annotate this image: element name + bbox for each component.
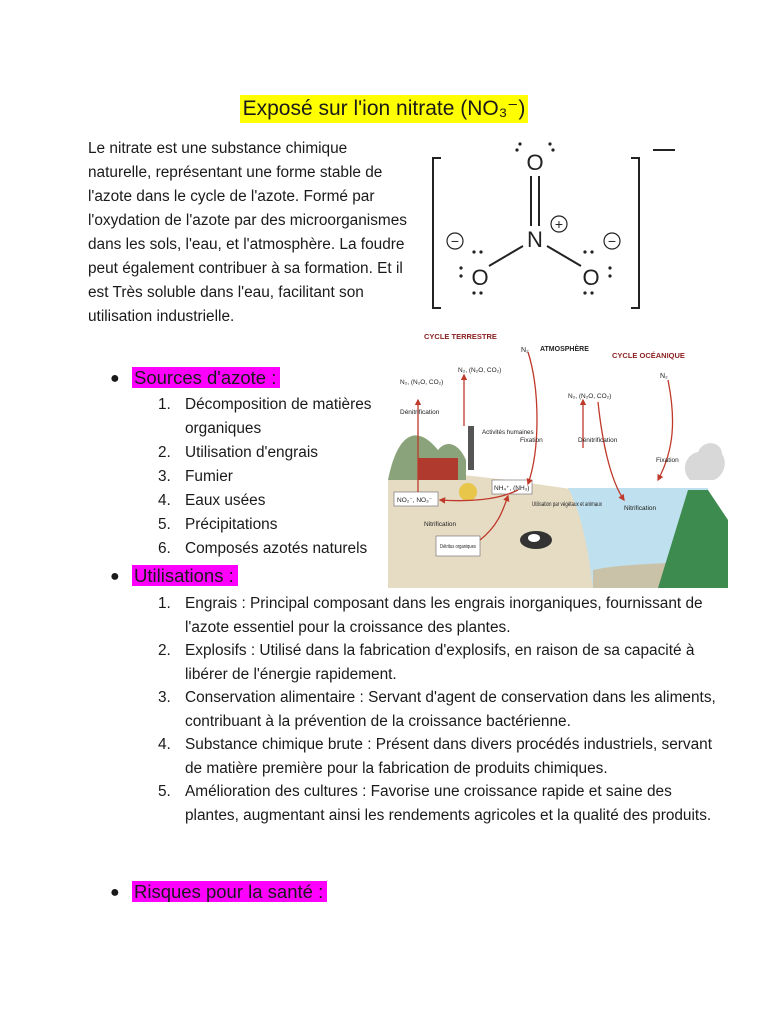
factory-chimney [468, 426, 474, 470]
sources-heading-text: Sources d'azote : [132, 367, 280, 388]
label-nitrification2: Nitrification [624, 505, 657, 512]
label-utilisation: Utilisation par végétaux et animaux [532, 502, 602, 508]
title-wrap [0, 95, 768, 123]
oxygen-top: O [526, 150, 544, 175]
oxygen-right: O [582, 265, 600, 290]
list-item: 5. Amélioration des cultures : Favorise une croissance rapide et saine des plantes, augmentant ainsi les rendements agricoles et la qualité des produits. [158, 783, 712, 824]
uses-heading [110, 563, 238, 590]
sources-heading [110, 365, 280, 392]
label-nitrification: Nitrification [424, 521, 457, 528]
list-item: 4. Substance chimique brute : Présent dans divers procédés industriels, servant de matière première pour la fabrication de produits chimiques. [158, 736, 712, 777]
list-item: 6. Composés azotés naturels [158, 540, 368, 557]
list-item: 4. Eaux usées [158, 492, 266, 509]
list-item: 3. Fumier [158, 468, 233, 485]
label-denitrification2: Dénitrification [578, 437, 618, 444]
list-item: 2. Explosifs : Utilisé dans la fabrication d'explosifs, en raison de sa capacité à libérer de l'énergie rapidement. [158, 642, 695, 683]
sources-list [158, 393, 388, 561]
label-nitrite: NO₂⁻, NO₃⁻ [397, 497, 433, 504]
label-fixation2: Fixation [656, 457, 679, 464]
label-activites: Activités humaines [482, 429, 534, 436]
label-cycle-oceanique: CYCLE OCÉANIQUE [612, 351, 685, 360]
label-gases-ocean: N₂, (N₂O, CO₂) [568, 393, 612, 400]
bullet-icon: ● [110, 370, 120, 388]
minus-charge-left: − [450, 233, 460, 249]
single-bond-left [489, 246, 523, 266]
bullet-icon: ● [110, 568, 120, 586]
label-gases-mid: N₂, (N₂O, CO₂) [458, 367, 502, 374]
farm-house [418, 458, 458, 480]
label-denitrification: Dénitrification [400, 409, 440, 416]
nitrogen: N [527, 227, 543, 252]
label-gases-left: N₂, (N₂O, CO₂) [400, 379, 444, 386]
label-cycle-terrestre: CYCLE TERRESTRE [424, 332, 497, 341]
right-bracket [631, 158, 639, 308]
single-bond-right [547, 246, 581, 266]
plus-charge: + [554, 216, 564, 232]
list-item: 1. Décomposition de matières organiques [158, 396, 372, 437]
nitrogen-cycle-diagram [388, 330, 728, 588]
uses-heading-text: Utilisations : [132, 565, 238, 586]
oxygen-left: O [471, 265, 489, 290]
label-ammonium: NH₄⁺, (NH₃) [494, 485, 530, 492]
tractor [459, 483, 477, 501]
cow-spot [528, 534, 540, 542]
list-item: 1. Engrais : Principal composant dans les engrais inorganiques, fournissant de l'azote essentiel pour la croissance des plantes. [158, 595, 703, 636]
list-item: 2. Utilisation d'engrais [158, 444, 318, 461]
minus-charge-right: − [607, 233, 617, 249]
bullet-icon: ● [110, 884, 120, 902]
label-fixation: Fixation [520, 437, 543, 444]
label-n2-top: N₂ [521, 347, 529, 354]
label-atmosphere: ATMOSPHÈRE [540, 346, 589, 353]
lewis-structure [425, 140, 685, 320]
label-detritus: Détritus organiques [440, 544, 477, 550]
risks-heading-text: Risques pour la santé : [132, 881, 327, 902]
intro-paragraph: Le nitrate est une substance chimique naturelle, représentant une forme stable de l'azote dans le cycle de l'azote. Formé par l'oxydation de l'azote par des microorganismes dans les sols, l'eau, et l'atmosphère. La foudre peut également contribuer à sa formation. Et il est Très soluble dans l'eau, facilitant son utilisation industrielle. [88, 140, 407, 325]
uses-list [158, 592, 718, 827]
page-title: Exposé sur l'ion nitrate (NO₃⁻) [240, 95, 529, 123]
risks-heading [110, 879, 327, 906]
label-n2-right: N₂ [660, 373, 668, 380]
list-item: 5. Précipitations [158, 516, 278, 533]
list-item: 3. Conservation alimentaire : Servant d'agent de conservation dans les aliments, contribuant à la prévention de la croissance bactérienne. [158, 689, 716, 730]
left-bracket [433, 158, 441, 308]
